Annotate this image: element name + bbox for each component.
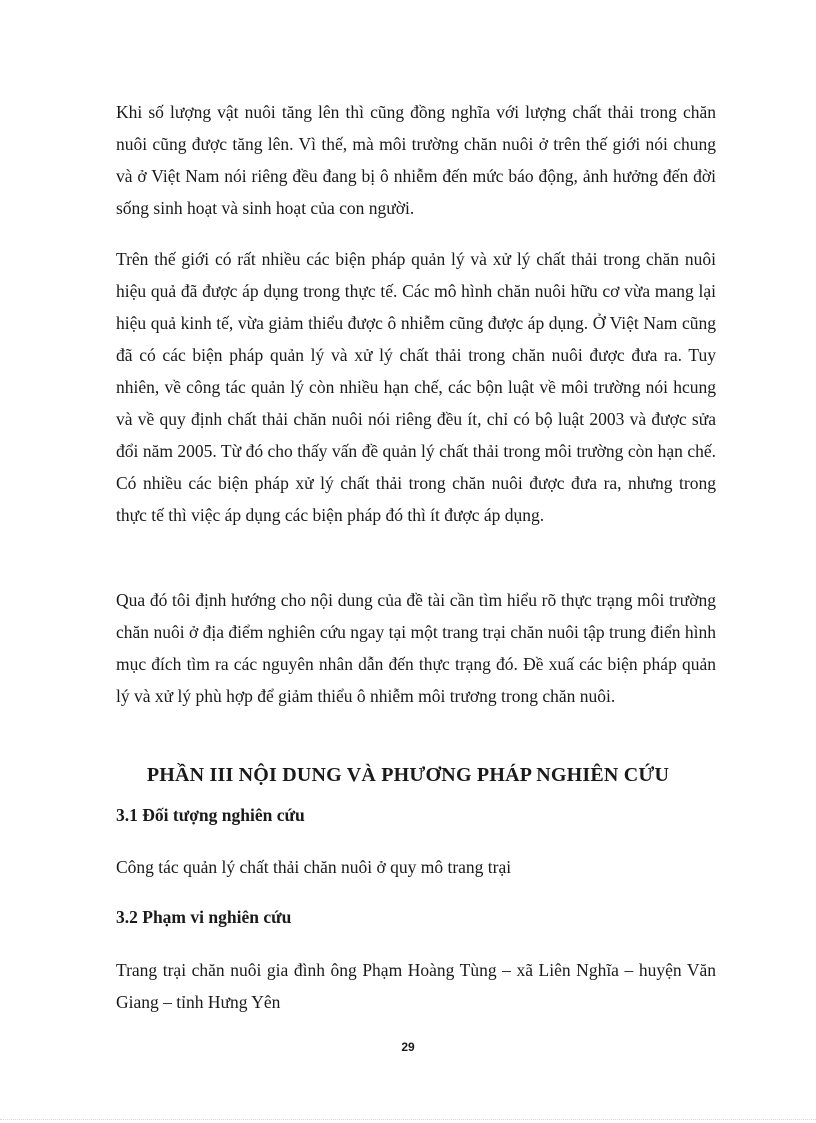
paragraph-research-direction: Qua đó tôi định hướng cho nội dung của đề tài cần tìm hiểu rõ thực trạng môi trường chăn nuôi ở địa điểm nghiên cứu ngay tại một trang trại chăn nuôi tập trung điển hình mục đích tìm ra các nguyên nhân dẫn đến thực trạng đó. Đề xuấ các biện pháp quản lý và xử lý phù hợp để giảm thiểu ô nhiễm môi trương trong chăn nuôi. — [116, 590, 716, 706]
section-heading-research-subject: 3.1 Đối tượng nghiên cứu — [116, 805, 305, 825]
section-body-research-subject: Công tác quản lý chất thải chăn nuôi ở quy mô trang trại — [116, 857, 512, 877]
part-heading: PHẦN III NỘI DUNG VÀ PHƯƠNG PHÁP NGHIÊN CỨU — [146, 764, 670, 786]
section-heading-research-scope: 3.2 Phạm vi nghiên cứu — [116, 907, 292, 927]
paragraph-management-measures: Trên thế giới có rất nhiều các biện pháp quản lý và xử lý chất thải trong chăn nuôi hiệu quả đã được áp dụng trong thực tế. Các mô hình chăn nuôi hữu cơ vừa mang lại hiệu quả kinh tế, vừa giảm thiểu được ô nhiễm cũng được áp dụng. Ở Việt Nam cũng đã có các biện pháp quản lý và xử lý chất thải trong chăn nuôi được đưa ra. Tuy nhiên, về công tác quản lý còn nhiều hạn chế, các bộn luật về môi trường nói hcung và về quy định chất thải chăn nuôi nói riêng đều ít, chỉ có bộ luật 2003 và được sửa đổi năm 2005. Từ đó cho thấy vấn đề quản lý chất thải trong môi trường còn hạn chế. Có nhiều các biện pháp xử lý chất thải trong chăn nuôi được đưa ra, nhưng trong thực tế thì việc áp dụng các biện pháp đó thì ít được áp dụng. — [116, 249, 716, 525]
paragraph-livestock-waste-increase: Khi số lượng vật nuôi tăng lên thì cũng đồng nghĩa với lượng chất thải trong chăn nuôi cũng được tăng lên. Vì thế, mà môi trường chăn nuôi ở trên thế giới nói chung và ở Việt Nam nói riêng đều đang bị ô nhiễm đến mức báo động, ảnh hưởng đến đời sống sinh hoạt và sinh hoạt của con người. — [116, 102, 716, 218]
page-number: 29 — [401, 1040, 415, 1054]
page-bottom-divider — [0, 1119, 816, 1120]
section-body-research-scope: Trang trại chăn nuôi gia đình ông Phạm Hoàng Tùng – xã Liên Nghĩa – huyện Văn Giang – tỉnh Hưng Yên — [116, 960, 716, 1012]
